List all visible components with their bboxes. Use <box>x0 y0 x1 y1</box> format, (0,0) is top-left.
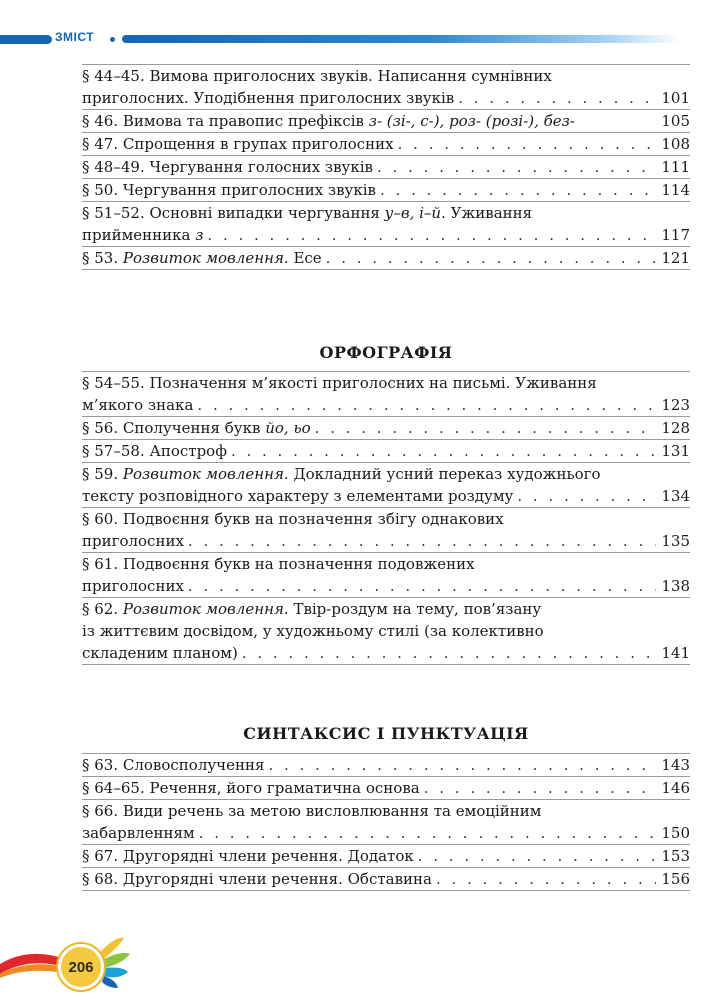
toc-entry-line <box>82 598 690 620</box>
toc-entry <box>82 64 690 109</box>
toc-entry-line <box>82 179 690 201</box>
toc-entry-text <box>82 247 322 269</box>
toc-entry-text <box>82 845 414 867</box>
toc-entry-line <box>82 87 690 109</box>
toc-text: Докладний усний переказ художнього <box>288 465 601 483</box>
toc-text-italic: з <box>195 226 204 244</box>
toc-entry <box>82 462 690 507</box>
toc-entry <box>82 155 690 178</box>
toc-leader-dots <box>199 822 656 844</box>
toc-entry-text <box>82 133 394 155</box>
toc-entry-line <box>82 845 690 867</box>
toc-text-italic: Розвиток мовлення. <box>122 249 289 267</box>
toc-entry-text <box>82 620 544 642</box>
toc-leader-dots <box>197 394 656 416</box>
toc-text-italic: Розвиток мовлення. <box>122 600 289 618</box>
toc-entry-line <box>82 372 690 394</box>
toc-page-number: 146 <box>661 779 690 797</box>
toc-leader-dots <box>326 247 656 269</box>
toc-entry-text <box>82 463 601 485</box>
toc-text: § 59. <box>82 465 123 483</box>
toc-entry-line <box>82 156 690 178</box>
toc-entry-line <box>82 417 690 439</box>
toc-entry-line <box>82 575 690 597</box>
toc-text: § 53. <box>82 249 123 267</box>
toc-entry-line <box>82 868 690 890</box>
toc-entry <box>82 109 690 132</box>
toc-text: § 67. Другорядні члени речення. Додаток <box>82 847 414 865</box>
toc-entry-text <box>82 508 504 530</box>
toc-entry <box>82 246 690 270</box>
toc-leader-dots <box>207 224 656 246</box>
toc-text: § 48–49. Чергування голосних звуків <box>82 158 373 176</box>
toc-entry <box>82 597 690 665</box>
toc-group-orthography <box>82 371 690 665</box>
toc-page-number: 134 <box>661 487 690 505</box>
toc-text: із життєвим досвідом, у художньому стилі (за колективно <box>82 622 544 640</box>
toc-leader-dots <box>418 845 656 867</box>
toc-page-number: 138 <box>661 577 690 595</box>
toc-text: . Уживання <box>441 204 533 222</box>
toc-text: § 47. Спрощення в групах приголосних <box>82 135 394 153</box>
header-title: ЗМІСТ <box>55 30 95 44</box>
toc-entry-text <box>82 394 193 416</box>
toc-page-number: 135 <box>661 532 690 550</box>
toc-entry <box>82 371 690 416</box>
toc-entry-text <box>82 440 227 462</box>
toc-entry-text <box>82 800 541 822</box>
toc-entry-text <box>82 179 376 201</box>
toc-page-number: 117 <box>661 226 690 244</box>
toc-entry-text <box>82 224 203 246</box>
toc-page-number: 143 <box>661 756 690 774</box>
toc-entry <box>82 799 690 844</box>
toc-group-phonetics <box>82 64 690 270</box>
toc-group-syntax <box>82 753 690 891</box>
toc-leader-dots <box>517 485 656 507</box>
toc-text: забарвленням <box>82 824 195 842</box>
toc-leader-dots <box>315 417 656 439</box>
toc-page-number: 111 <box>661 158 690 176</box>
toc-leader-dots <box>436 868 656 890</box>
toc-entry-text <box>82 868 432 890</box>
toc-page-number: 105 <box>661 112 690 130</box>
toc-text-italic: у–в, і–й <box>384 204 442 222</box>
toc-entry-line <box>82 800 690 822</box>
toc-entry <box>82 416 690 439</box>
toc-entry-line <box>82 463 690 485</box>
toc-entry-text <box>82 65 552 87</box>
toc-entry-line <box>82 65 690 87</box>
toc-page-number: 150 <box>661 824 690 842</box>
toc-leader-dots <box>458 87 656 109</box>
header-bar-left <box>0 35 52 44</box>
toc-entry <box>82 178 690 201</box>
toc-entry-text <box>82 485 513 507</box>
header-dot <box>110 37 115 42</box>
toc-entry-text <box>82 202 532 224</box>
toc-entry-line <box>82 247 690 269</box>
toc-text: § 51–52. Основні випадки чергування <box>82 204 385 222</box>
toc-leader-dots <box>242 642 656 664</box>
toc-text: § 66. Види речень за метою висловлювання та емоційним <box>82 802 542 820</box>
toc-text-italic: з- (зі-, с-), роз- (розі-), без- <box>368 112 575 130</box>
toc-text: § 46. Вимова та правопис префіксів <box>82 112 369 130</box>
toc-entry-line <box>82 822 690 844</box>
toc-entry-line <box>82 485 690 507</box>
toc-entry <box>82 552 690 597</box>
toc-entry-line <box>82 642 690 664</box>
toc-page-number: 114 <box>661 181 690 199</box>
toc-page-number: 153 <box>661 847 690 865</box>
toc-leader-dots <box>398 133 656 155</box>
toc-text: м’якого знака <box>82 396 194 414</box>
toc-text: § 44–45. Вимова приголосних звуків. Написання сумнівних <box>82 67 552 85</box>
toc-text: Твір-роздум на тему, пов’язану <box>288 600 542 618</box>
toc-entry-line <box>82 530 690 552</box>
toc-leader-dots <box>268 754 656 776</box>
toc-page-number: 121 <box>661 249 690 267</box>
toc-page-number: 156 <box>661 870 690 888</box>
toc-entry-text <box>82 553 475 575</box>
toc-entry <box>82 132 690 155</box>
toc-text: § 56. Сполучення букв <box>82 419 266 437</box>
toc-text-italic: йо, ьо <box>265 419 311 437</box>
toc-text: приголосних <box>82 532 184 550</box>
toc-text: § 64–65. Речення, його граматична основа <box>82 779 420 797</box>
header-bar-right <box>122 35 682 43</box>
toc-leader-dots <box>188 530 656 552</box>
toc-entry-text <box>82 417 311 439</box>
toc-page-number: 101 <box>661 89 690 107</box>
toc-entry <box>82 753 690 776</box>
section-title-syntax: СИНТАКСИС І ПУНКТУАЦІЯ <box>243 724 529 743</box>
toc-entry-text <box>82 822 195 844</box>
toc-text: § 63. Словосполучення <box>82 756 265 774</box>
toc-entry-line <box>82 508 690 530</box>
toc-leader-dots <box>380 179 656 201</box>
toc-entry-text <box>82 87 454 109</box>
toc-page-number: 128 <box>661 419 690 437</box>
toc-entry-line <box>82 133 690 155</box>
toc-page-number: 123 <box>661 396 690 414</box>
toc-page-number: 141 <box>661 644 690 662</box>
toc-entry-text <box>82 156 373 178</box>
toc-text: приголосних. Уподібнення приголосних звуків <box>82 89 455 107</box>
toc-entry-line <box>82 202 690 224</box>
toc-leader-dots <box>231 440 656 462</box>
toc-text: § 54–55. Позначення м’якості приголосних на письмі. Уживання <box>82 374 597 392</box>
toc-entry-text <box>82 530 184 552</box>
toc-leader-dots <box>424 777 656 799</box>
toc-entry-text <box>82 642 238 664</box>
toc-entry <box>82 776 690 799</box>
toc-text: § 61. Подвоєння букв на позначення подовжених <box>82 555 475 573</box>
toc-entry-line <box>82 754 690 776</box>
toc-text: § 62. <box>82 600 123 618</box>
toc-text: § 57–58. Апостроф <box>82 442 227 460</box>
toc-page-number: 108 <box>661 135 690 153</box>
page-number-badge: 206 <box>58 944 104 990</box>
toc-leader-dots <box>188 575 656 597</box>
toc-page-number: 131 <box>661 442 690 460</box>
toc-text: прийменника <box>82 226 196 244</box>
toc-entry-line <box>82 440 690 462</box>
toc-entry-line <box>82 620 690 642</box>
toc-text: § 50. Чергування приголосних звуків <box>82 181 377 199</box>
toc-entry-text <box>82 598 541 620</box>
toc-text: тексту розповідного характеру з елементами роздуму <box>82 487 514 505</box>
toc-entry-line <box>82 394 690 416</box>
toc-entry-text <box>82 575 184 597</box>
toc-entry-line <box>82 777 690 799</box>
toc-entry-text <box>82 372 597 394</box>
toc-text: § 68. Другорядні члени речення. Обставина <box>82 870 432 888</box>
toc-entry-text <box>82 754 264 776</box>
toc-entry <box>82 507 690 552</box>
toc-text: § 60. Подвоєння букв на позначення збігу однакових <box>82 510 504 528</box>
toc-entry-line <box>82 110 690 132</box>
toc-entry <box>82 844 690 867</box>
toc-entry-line <box>82 224 690 246</box>
toc-entry-text <box>82 110 575 132</box>
toc-entry <box>82 867 690 891</box>
toc-leader-dots <box>377 156 656 178</box>
toc-text: приголосних <box>82 577 184 595</box>
section-title-orthography: ОРФОГРАФІЯ <box>319 343 453 362</box>
toc-text: Есе <box>288 249 322 267</box>
toc-entry-text <box>82 777 420 799</box>
toc-entry-line <box>82 553 690 575</box>
toc-text-italic: Розвиток мовлення. <box>122 465 289 483</box>
toc-entry <box>82 439 690 462</box>
toc-text: складеним планом) <box>82 644 238 662</box>
toc-entry <box>82 201 690 246</box>
